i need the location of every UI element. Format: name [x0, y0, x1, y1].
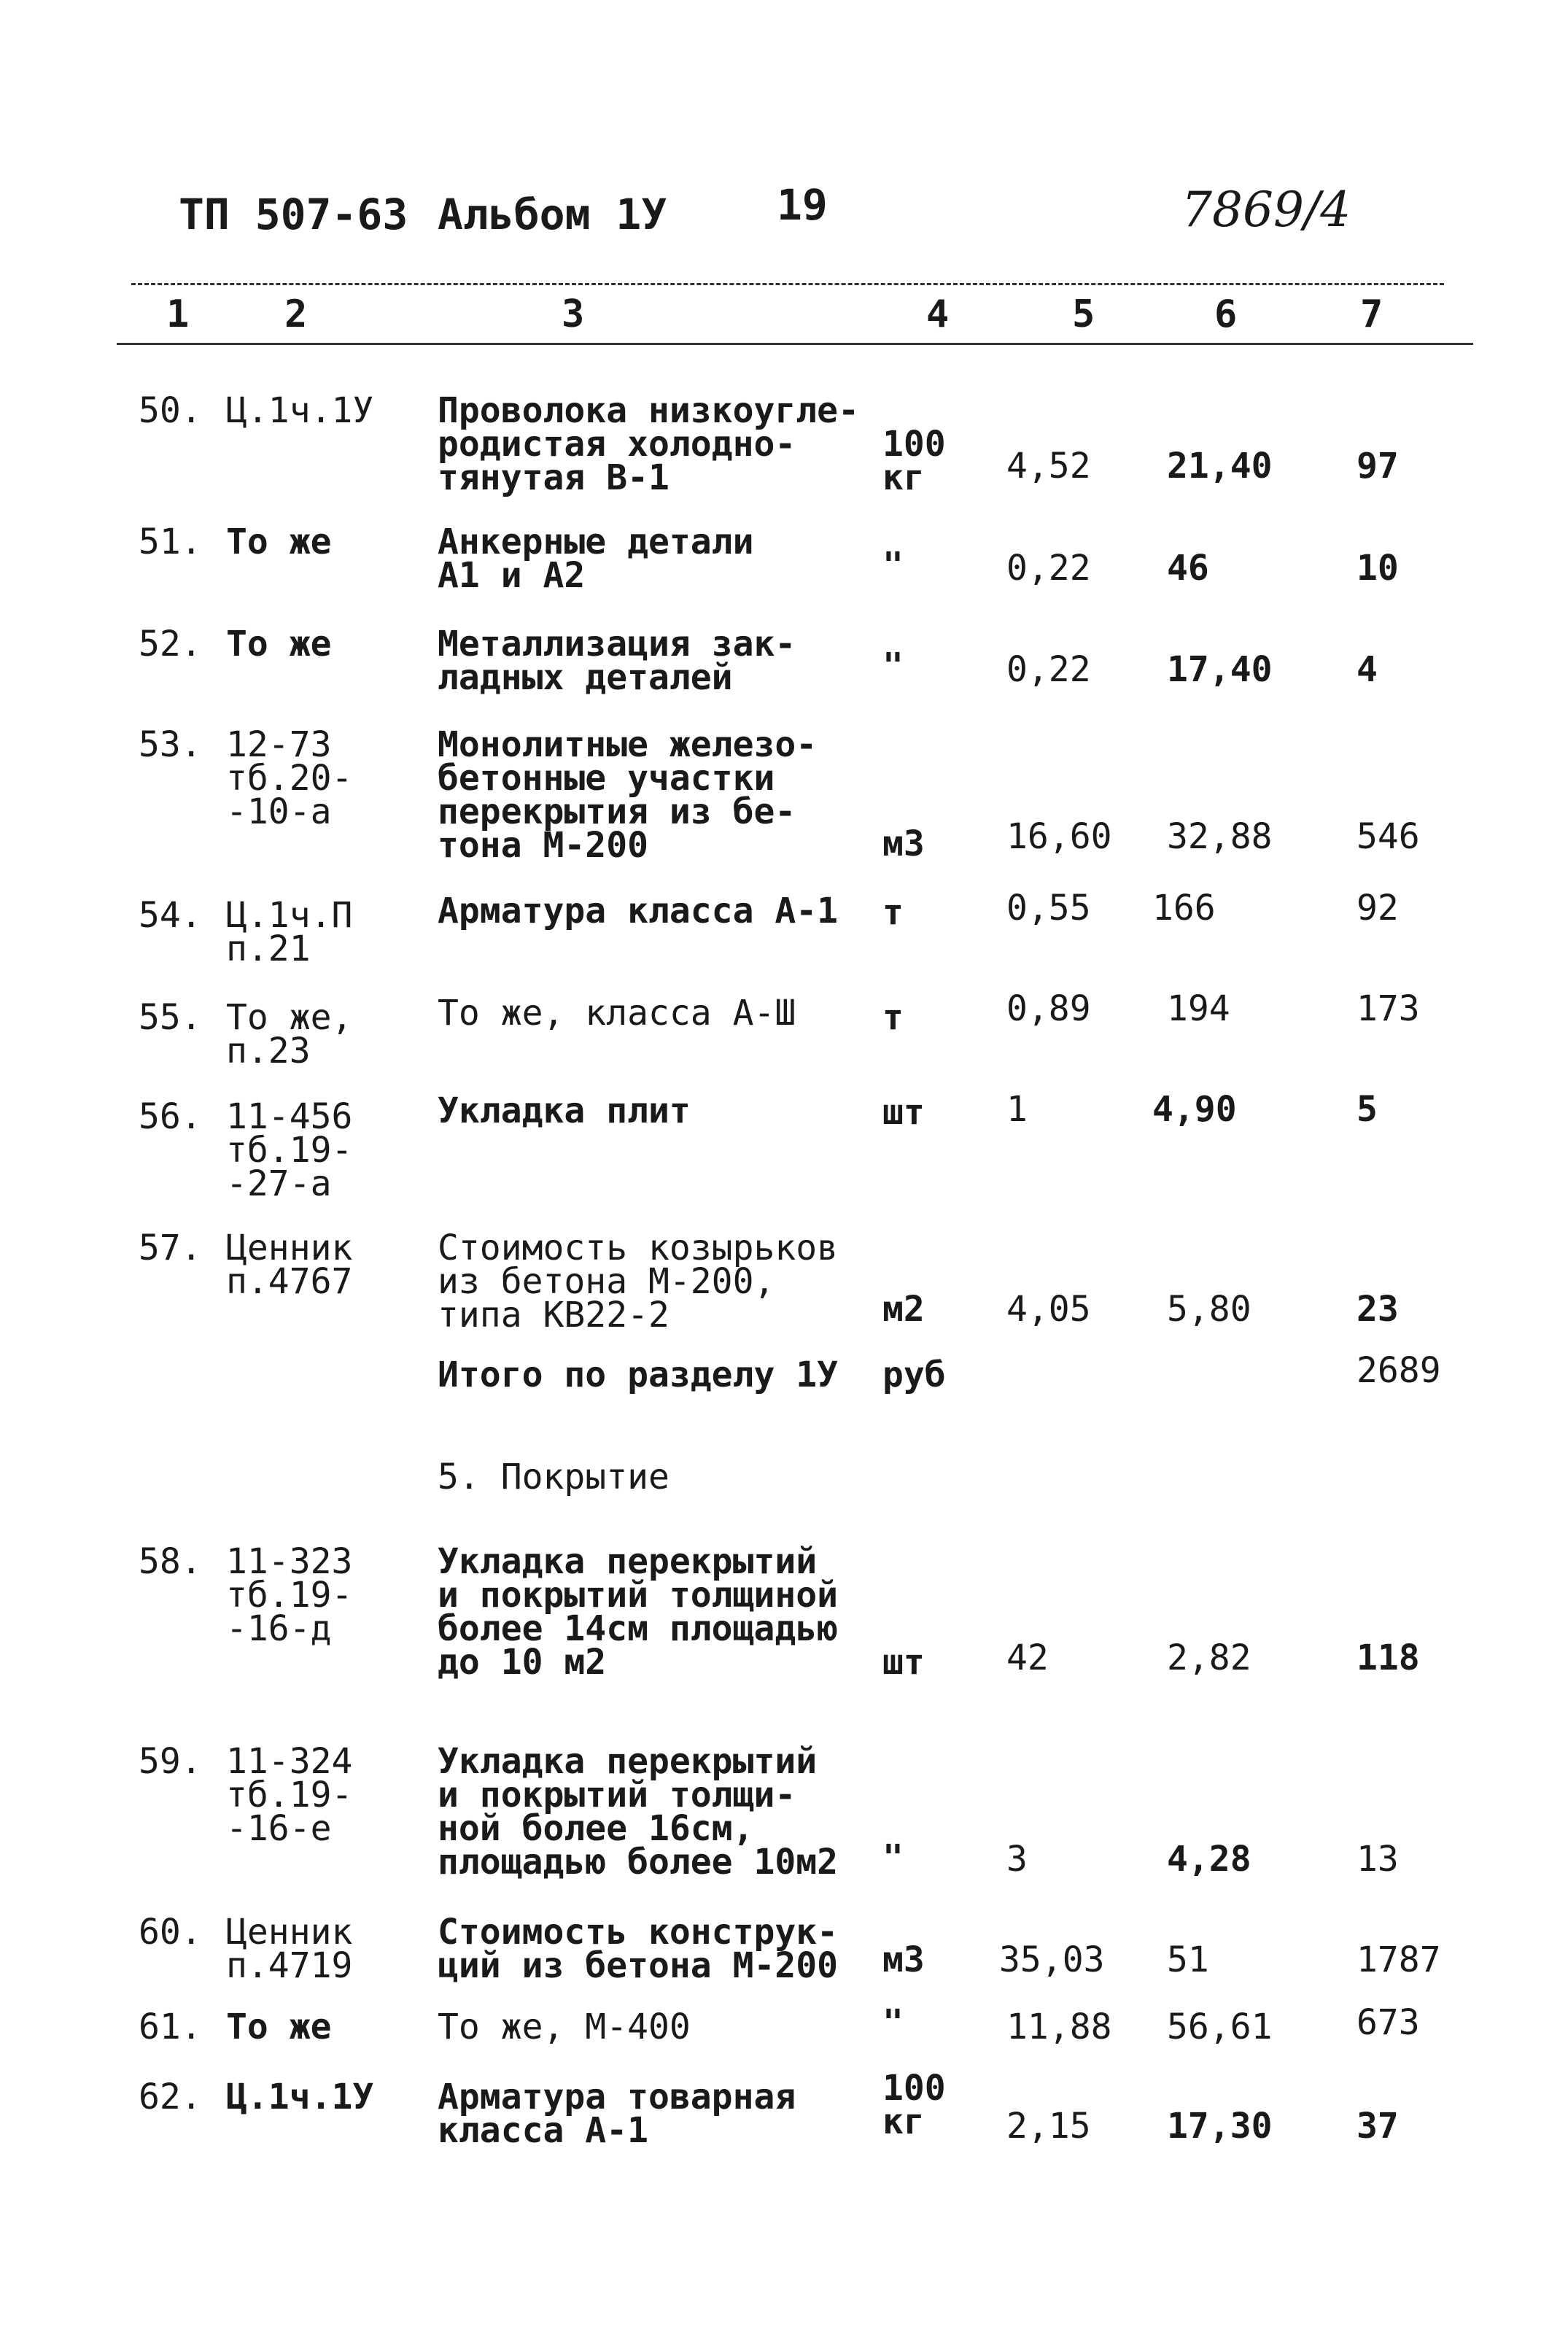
row-total: 1787: [1357, 1939, 1441, 1980]
section-heading: 5. Покрытие: [438, 1457, 669, 1497]
row-reference: То же: [226, 522, 332, 562]
row-number: 50.: [139, 390, 202, 431]
row-total: 13: [1357, 1839, 1399, 1880]
row-total: 37: [1357, 2106, 1399, 2147]
header-rule-top: [131, 283, 1444, 285]
row-total: 173: [1357, 988, 1420, 1029]
row-reference: 11-323 тб.19- -16-д: [226, 1541, 353, 1649]
row-unit: шт: [882, 1092, 925, 1133]
row-price: 21,40: [1167, 446, 1273, 486]
album-label: Альбом 1У: [438, 190, 667, 239]
row-unit: т: [882, 997, 904, 1038]
row-number: 56.: [139, 1096, 202, 1137]
row-price: 4,90: [1152, 1089, 1237, 1130]
row-price: 166: [1152, 888, 1216, 929]
row-quantity: 4,52: [1006, 446, 1091, 486]
row-number: 51.: [139, 522, 202, 562]
row-unit: м3: [882, 1939, 925, 1980]
row-description: Укладка перекрытий и покрытий толщи- ной более 16см, площадью более 10м2: [438, 1741, 839, 1883]
row-reference: Ц.1ч.1У: [226, 390, 374, 431]
header-rule-bottom: [117, 343, 1473, 345]
row-unit: 100 кг: [882, 424, 946, 498]
row-description: Стоимость конструк- ций из бетона М-200: [438, 1912, 839, 1986]
row-quantity: 2,15: [1006, 2106, 1091, 2147]
row-unit: ": [882, 1837, 904, 1878]
row-unit: м2: [882, 1289, 925, 1330]
row-quantity: 35,03: [999, 1939, 1105, 1980]
row-description: Металлизация зак- ладных деталей: [438, 624, 796, 698]
row-price: 2,82: [1167, 1637, 1251, 1678]
row-price: 4,28: [1167, 1839, 1251, 1880]
row-reference: 11-324 тб.19- -16-е: [226, 1741, 353, 1849]
row-reference: То же, п.23: [226, 997, 353, 1071]
row-number: 61.: [139, 2007, 202, 2047]
row-price: 17,30: [1167, 2106, 1273, 2147]
column-number-2: 2: [284, 292, 308, 336]
subtotal-total: 2689: [1357, 1350, 1441, 1391]
row-unit: шт: [882, 1642, 925, 1683]
row-description: Проволока низкоугле- родистая холодно- тянутая В-1: [438, 390, 859, 498]
row-quantity: 11,88: [1006, 2007, 1112, 2047]
row-quantity: 42: [1006, 1637, 1049, 1678]
row-reference: То же: [226, 2007, 332, 2047]
row-description: Анкерные детали А1 и А2: [438, 522, 754, 596]
row-price: 56,61: [1167, 2007, 1273, 2047]
column-number-7: 7: [1360, 292, 1383, 336]
row-unit: 100 кг: [882, 2068, 946, 2142]
row-description: Монолитные железо- бетонные участки перекрытия из бе- тона М-200: [438, 724, 818, 866]
row-total: 5: [1357, 1089, 1378, 1130]
row-price: 32,88: [1167, 816, 1273, 857]
row-quantity: 0,22: [1006, 649, 1091, 690]
row-reference: Ценник п.4719: [226, 1912, 353, 1986]
row-description: Стоимость козырьков из бетона М-200, типа КВ22-2: [438, 1228, 839, 1335]
row-price: 51: [1167, 1939, 1209, 1980]
row-number: 53.: [139, 724, 202, 765]
row-total: 4: [1357, 649, 1378, 690]
row-total: 10: [1357, 548, 1399, 589]
column-number-5: 5: [1072, 292, 1095, 336]
row-reference: Ценник п.4767: [226, 1228, 353, 1302]
row-number: 58.: [139, 1541, 202, 1582]
row-description: Арматура класса А-1: [438, 891, 839, 931]
row-quantity: 0,55: [1006, 888, 1091, 929]
subtotal-label: Итого по разделу 1У: [438, 1354, 839, 1395]
row-price: 194: [1167, 988, 1230, 1029]
row-description: То же, М-400: [438, 2007, 691, 2047]
row-quantity: 3: [1006, 1839, 1028, 1880]
subtotal-unit: руб: [882, 1354, 946, 1395]
row-number: 59.: [139, 1741, 202, 1782]
document-code: ТП 507-63: [179, 190, 408, 239]
row-unit: ": [882, 646, 904, 686]
row-description: То же, класса А-Ш: [438, 993, 796, 1034]
column-number-4: 4: [926, 292, 950, 336]
row-description: Укладка перекрытий и покрытий толщиной более 14см площадью до 10 м2: [438, 1541, 839, 1683]
handwritten-reference: 7869/4: [1181, 182, 1351, 238]
row-description: Укладка плит: [438, 1090, 691, 1131]
row-quantity: 0,89: [1006, 988, 1091, 1029]
row-price: 17,40: [1167, 649, 1273, 690]
row-number: 54.: [139, 895, 202, 936]
column-number-6: 6: [1214, 292, 1238, 336]
row-unit: м3: [882, 823, 925, 864]
row-total: 673: [1357, 2002, 1420, 2043]
page-number: 19: [777, 180, 828, 230]
row-reference: 12-73 тб.20- -10-а: [226, 724, 353, 832]
row-quantity: 4,05: [1006, 1289, 1091, 1330]
row-unit: ": [882, 545, 904, 586]
row-total: 546: [1357, 816, 1420, 857]
row-description: Арматура товарная класса А-1: [438, 2077, 796, 2151]
row-quantity: 1: [1006, 1089, 1028, 1130]
row-total: 92: [1357, 888, 1399, 929]
row-quantity: 16,60: [1006, 816, 1112, 857]
row-number: 55.: [139, 997, 202, 1038]
row-number: 57.: [139, 1228, 202, 1268]
row-total: 23: [1357, 1289, 1399, 1330]
row-price: 5,80: [1167, 1289, 1251, 1330]
row-unit: ": [882, 2002, 904, 2043]
row-reference: 11-456 тб.19- -27-а: [226, 1096, 353, 1204]
row-number: 60.: [139, 1912, 202, 1953]
row-unit: т: [882, 892, 904, 933]
row-number: 62.: [139, 2077, 202, 2117]
row-reference: То же: [226, 624, 332, 664]
row-reference: Ц.1ч.1У: [226, 2077, 374, 2117]
row-price: 46: [1167, 548, 1209, 589]
row-total: 118: [1357, 1637, 1420, 1678]
column-number-3: 3: [562, 292, 585, 336]
row-quantity: 0,22: [1006, 548, 1091, 589]
row-reference: Ц.1ч.П п.21: [226, 895, 353, 969]
row-total: 97: [1357, 446, 1399, 486]
row-number: 52.: [139, 624, 202, 664]
column-number-1: 1: [166, 292, 190, 336]
